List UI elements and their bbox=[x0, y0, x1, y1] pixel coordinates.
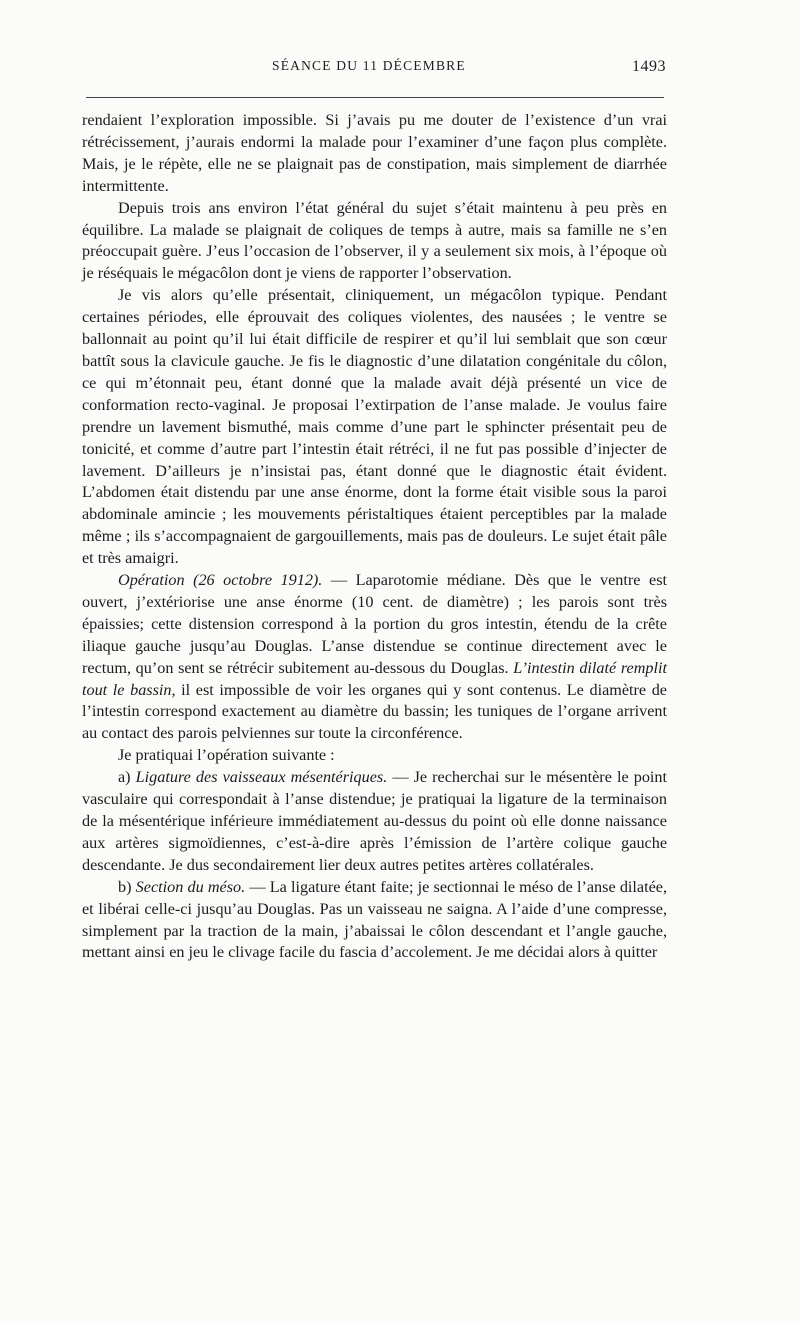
paragraph-p2 bbox=[82, 198, 667, 286]
text-run: Je pratiquai l’opération suivante : bbox=[118, 746, 335, 765]
text-run: Je vis alors qu’elle présentait, cliniquement, un mégacôlon typique. Pendant certaines périodes, elle éprouvait des coliques violentes, des nausées ; le ventre se ballonnait au point qu’il lui était difficile de respirer et qu’il lui semblait que son cœur battît sous la clavicule gauche. Je fis le diagnostic d’une dilatation congénitale du côlon, ce qui m’étonnait peu, étant donné que la malade avait déjà présenté un vice de conformation recto-vaginal. Je proposai l’extirpation de l’anse malade. Je voulus faire prendre un lavement bismuthé, mais comme d’une part le sphincter présentait peu de tonicité, et comme d’autre part l’intestin était rétréci, il ne fut pas possible d’injecter de lavement. D’ailleurs je n’insistai pas, étant donné que le diagnostic était évident. L’abdomen était distendu par une anse énorme, dont la forme était visible sous la paroi abdominale amincie ; les mouvements péristaltiques étaient perceptibles par la malade même ; ils s’accompagnaient de gargouillements, mais pas de douleurs. Le sujet était pâle et très amaigri. bbox=[82, 286, 667, 568]
text-run: — Je recherchai sur le mésentère le point vasculaire qui correspondait à l’anse distendue; je pratiquai la ligature de la terminaison de la mésentérique inférieure immédiatement au-dessus du point où elle donne naissance aux artères sigmoïdiennes, c’est-à-dire après l’émission de l’artère colique gauche descendante. Je dus secondairement lier deux autres petites artères collatérales. bbox=[82, 768, 668, 874]
header-rule bbox=[86, 97, 664, 98]
italic-run: Ligature des vaisseaux mésentériques. bbox=[135, 768, 388, 787]
paragraph-p7 bbox=[82, 877, 667, 965]
paragraph-p1 bbox=[82, 110, 667, 198]
italic-run: L’intestin dilaté remplit tout le bassin, bbox=[82, 658, 667, 699]
body-text bbox=[82, 110, 667, 964]
text-run: il est impossible de voir les organes qui y sont contenus. Le diamètre de l’intestin correspond exactement au diamètre du bassin; les tuniques de l’organe arrivent au contact des parois pelviennes sur toute la circonférence. bbox=[82, 680, 667, 743]
paragraph-p6 bbox=[82, 767, 667, 877]
italic-run: Opération (26 octobre 1912). bbox=[118, 571, 323, 590]
paragraph-p4 bbox=[82, 570, 667, 745]
page-number: 1493 bbox=[632, 58, 666, 75]
italic-run: Section du méso. bbox=[135, 877, 246, 896]
text-run: b) bbox=[118, 877, 136, 896]
text-run: — La ligature étant faite; je sectionnai le méso de l’anse dilatée, et libérai celle-ci jusqu’au Douglas. Pas un vaisseau ne saigna. A l’aide d’une compresse, simplement par la traction de la main, j’abaissai le côlon descendant et l’angle gauche, mettant ainsi en jeu le clivage facile du fascia d’accolement. Je me décidai alors à quitter bbox=[82, 877, 668, 962]
text-run: — Laparotomie médiane. Dès que le ventre est ouvert, j’extériorise une anse énorme (10 cent. de diamètre) ; les parois sont très épaissies; cette distension correspond à la portion du gros intestin, étendu de la crête iliaque gauche jusqu’au Douglas. L’anse distendue se continue directement avec le rectum, qu’on sent se rétrécir subitement au-dessous du Douglas. bbox=[82, 571, 667, 677]
paragraph-p5 bbox=[82, 745, 667, 767]
text-run: Depuis trois ans environ l’état général du sujet s’était maintenu à peu près en équilibre. La malade se plaignait de coliques de temps à autre, mais sa famille ne s’en préoccupait guère. J’eus l’occasion de l’observer, il y a seulement six mois, à l’époque où je réséquais le mégacôlon dont je viens de rapporter l’observation. bbox=[82, 198, 667, 283]
running-head: SÉANCE DU 11 DÉCEMBRE bbox=[272, 58, 466, 73]
text-run: rendaient l’exploration impossible. Si j’avais pu me douter de l’existence d’un vrai rétrécissement, j’aurais endormi la malade pour l’examiner d’une façon plus complète. Mais, je le répète, elle ne se plaignait pas de constipation, mais simplement de diarrhée intermittente. bbox=[82, 111, 667, 195]
page-header bbox=[82, 58, 666, 82]
text-run: a) bbox=[118, 768, 136, 787]
paragraph-p3 bbox=[82, 285, 667, 570]
